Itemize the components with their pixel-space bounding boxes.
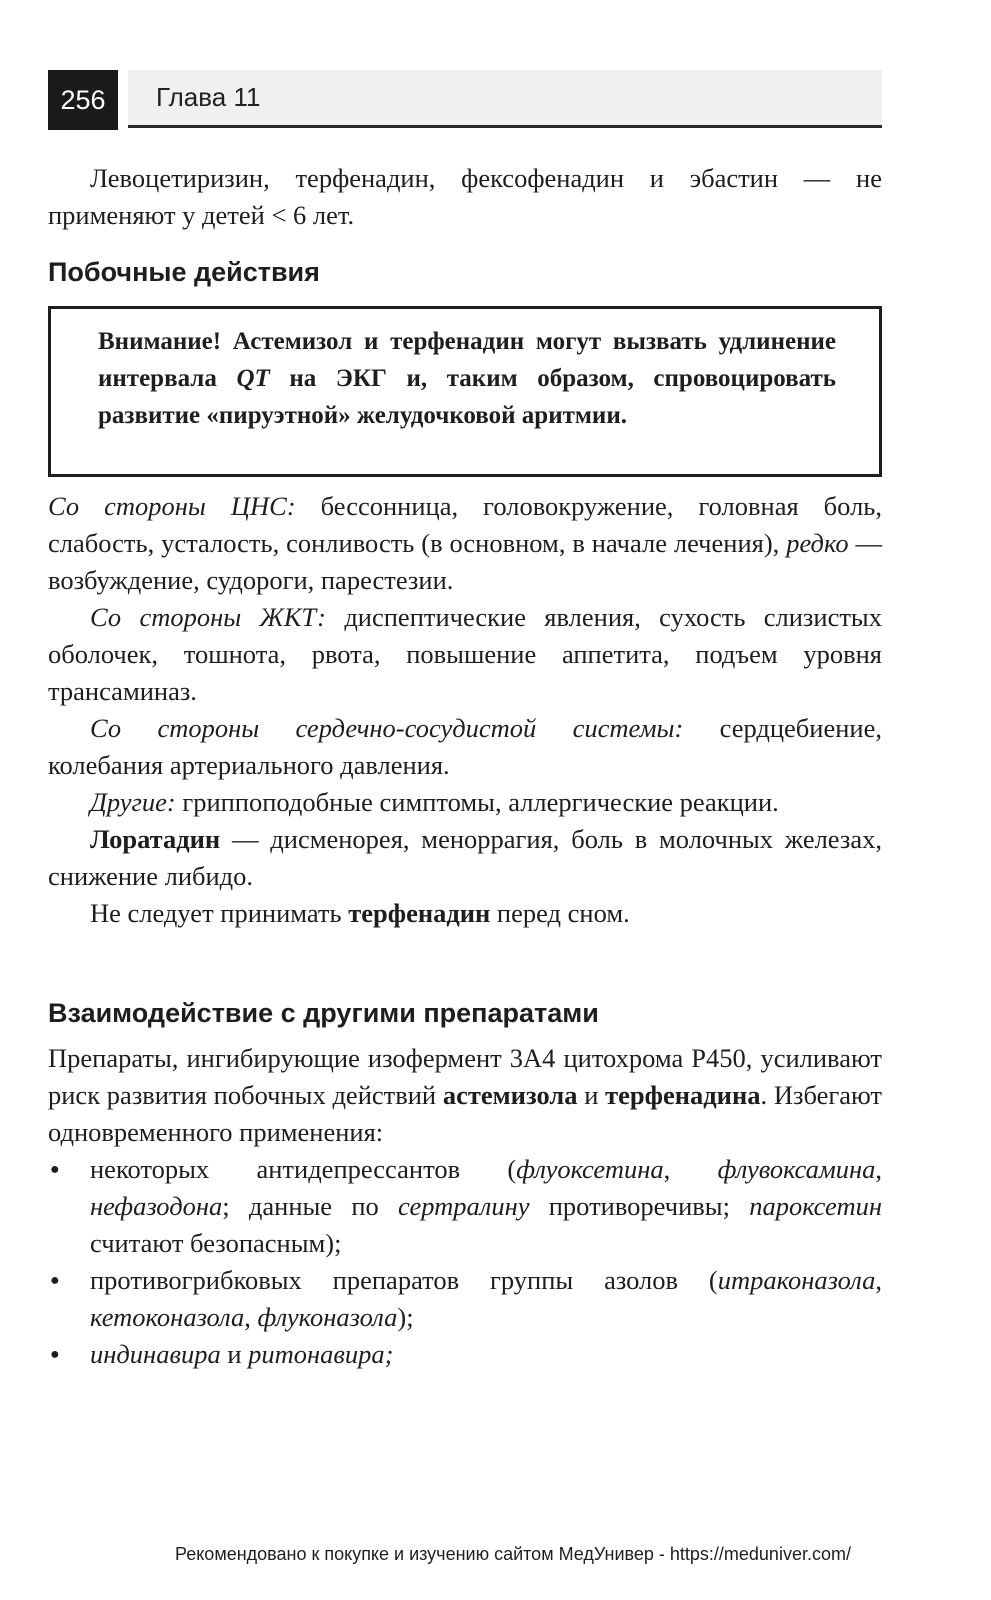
interactions-body: [48, 1040, 882, 1373]
cns-rare-text: — возбуждение, судороги, парестезии.: [48, 528, 882, 595]
section-heading-side-effects: Побочные действия: [48, 257, 320, 287]
bullet2-drug-3: флуконазола: [257, 1302, 398, 1332]
bullet3-drug-2: ритонавира;: [248, 1339, 394, 1369]
chapter-title: Глава 11: [156, 82, 261, 112]
terfenadine-drug-2: терфенадина: [605, 1080, 761, 1110]
cardio-label: Со стороны сердечно-сосудистой системы:: [90, 713, 684, 743]
bullet3-text-1: и: [220, 1339, 249, 1369]
bullet1-drug-1: флуоксетина: [516, 1154, 664, 1184]
footer-recommendation: Рекомендовано к покупке и изучению сайтом МедУнивер - https://meduniver.com/: [175, 1544, 851, 1564]
bullet2-text-4: );: [397, 1302, 414, 1332]
interactions-intro-text-1: Препараты, ингибирующие изофермент 3А4 цитохрома Р450, усиливают риск развития побочных действий: [48, 1043, 882, 1110]
astemizole-drug: астемизола: [442, 1080, 578, 1110]
other-text: гриппоподобные симптомы, аллергические реакции.: [175, 787, 779, 817]
bullet1-drug-2: флувоксамина: [717, 1154, 876, 1184]
terfenadine-drug: терфенадин: [348, 898, 491, 928]
bullet1-text-2: ,: [663, 1154, 718, 1184]
bullet2-drug-2: кетоконазола: [90, 1302, 245, 1332]
warning-text-end: на ЭКГ и, таким образом, спровоцировать развитие «пируэтной» желудочковой аритмии.: [98, 365, 836, 429]
bullet1-drug-4: сертралину: [398, 1191, 530, 1221]
chapter-bar: [128, 70, 882, 128]
gi-paragraph: [48, 599, 882, 710]
warning-qt: QT: [236, 365, 270, 392]
warning-text: [98, 323, 836, 434]
bullet2-text-2: ,: [875, 1265, 882, 1295]
cardio-text: сердцебиение, колебания артериального давления.: [48, 713, 882, 780]
running-head: [48, 70, 882, 130]
side-effects-body: [48, 488, 882, 932]
list-item-antifungals: [48, 1262, 882, 1336]
intro-text: Левоцетиризин, терфенадин, фексофенадин и эбастин — не применяют у детей < 6 лет.: [48, 163, 882, 230]
loratadine-drug: Лоратадин: [90, 824, 221, 854]
bullet1-text-6: считают безопасным);: [90, 1228, 342, 1258]
warning-box: [48, 306, 882, 477]
cardio-paragraph: [48, 710, 882, 784]
loratadine-paragraph: [48, 821, 882, 895]
terfenadine-paragraph: [48, 895, 882, 932]
cns-rare-label: редко: [786, 528, 849, 558]
bullet2-text-3: ,: [244, 1302, 258, 1332]
list-item-antidepressants: [48, 1151, 882, 1262]
bullet1-text-4: ; данные по: [222, 1191, 399, 1221]
cns-text: бессонница, головокружение, головная боль, слабость, усталость, сонливость (в основном, в начале лечения),: [48, 491, 883, 558]
section-heading-interactions: Взаимодействие с другими препаратами: [48, 998, 599, 1028]
page-number: 256: [48, 70, 118, 130]
cns-paragraph: [48, 488, 882, 599]
interactions-intro-text-3: . Избегают одновременного применения:: [48, 1080, 882, 1147]
bullet1-text-3: ,: [875, 1154, 883, 1184]
interactions-intro-text-2: и: [577, 1080, 606, 1110]
warning-text-start: Внимание! Астемизол и терфенадин могут вызвать удлинение интервала: [98, 328, 836, 392]
other-paragraph: [48, 784, 882, 821]
gi-label: Со стороны ЖКТ:: [90, 602, 326, 632]
loratadine-text: — дисменорея, меноррагия, боль в молочных железах, снижение либидо.: [48, 824, 882, 891]
cns-label: Со стороны ЦНС:: [48, 491, 296, 521]
other-label: Другие:: [90, 787, 176, 817]
bullet1-drug-3: нефазодона: [90, 1191, 223, 1221]
bullet1-text-5: противоречивы;: [529, 1191, 750, 1221]
bullet2-drug-1: итраконазола: [717, 1265, 876, 1295]
interactions-list: [48, 1151, 882, 1373]
bullet2-text-1: противогрибковых препаратов группы азолов (: [90, 1265, 718, 1295]
gi-text: диспептические явления, сухость слизистых оболочек, тошнота, рвота, повышение аппетита, подъем уровня трансаминаз.: [48, 602, 882, 706]
bullet3-drug-1: индинавира: [90, 1339, 221, 1369]
terfenadine-before: Не следует принимать: [90, 898, 349, 928]
interactions-intro: [48, 1040, 882, 1151]
intro-paragraph: [48, 160, 882, 234]
terfenadine-after: перед сном.: [490, 898, 630, 928]
list-item-antivirals: [48, 1336, 882, 1373]
bullet1-text-1: некоторых антидепрессантов (: [90, 1154, 517, 1184]
bullet1-drug-5: пароксетин: [749, 1191, 882, 1221]
